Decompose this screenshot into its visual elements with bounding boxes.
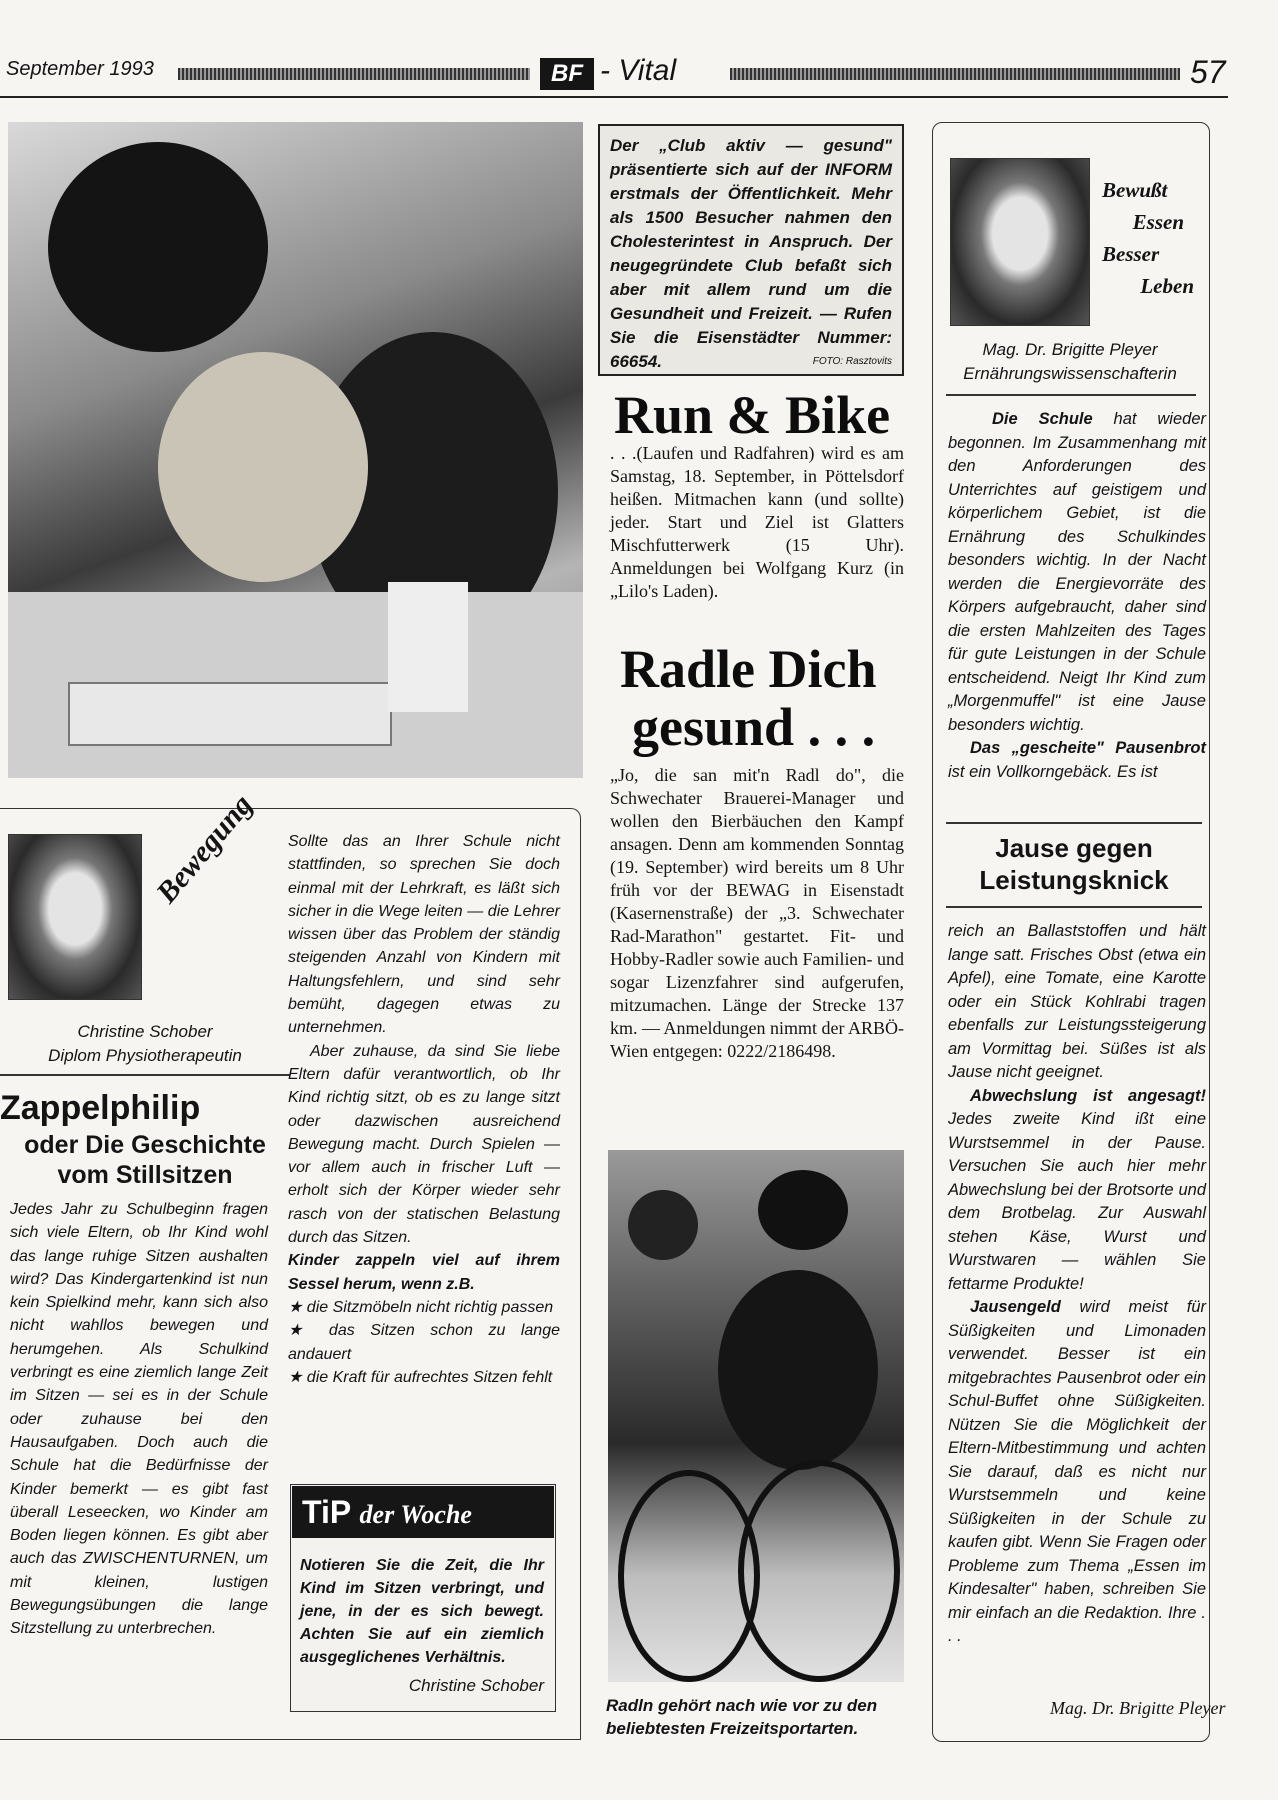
magazine-logo: BF <box>540 58 594 90</box>
run-bike-headline: Run & Bike <box>614 385 891 445</box>
pleyer-p5-lead: Jausengeld <box>970 1298 1061 1316</box>
schober-name: Christine Schober <box>77 1022 213 1041</box>
header-underline <box>0 96 1228 98</box>
pleyer-byline <box>945 338 1195 386</box>
pleyer-body <box>948 920 1206 1649</box>
section-title: - Vital <box>600 54 677 87</box>
cyclist-caption: Radln gehört nach wie vor zu den beliebtesten Freizeitsportarten. <box>606 1696 878 1738</box>
tip-header-woche: der Woche <box>359 1500 472 1529</box>
radle-headline-2: gesund . . . <box>632 697 876 757</box>
pleyer-p2: ist ein Vollkorngebäck. Es ist <box>948 762 1158 781</box>
tip-text: Notieren Sie die Zeit, die Ihr Kind im Sitzen verbringt, und jene, in der es sich bewegt. Achten Sie auf ein ziemlich ausgeglichenes Verhältnis. <box>300 1557 544 1666</box>
schober-right-p2: Aber zuhause, da sind Sie liebe Eltern dafür verantwortlich, ob Ihr Kind richtig sitzt, ob es zu lange sitzt oder dazwischen ausreichend Bewegung macht. Durch Spielen — vor allem auch in frischer Luft — erholt sich der Körper wieder sehr rasch von der statischen Belastung durch das Sitzen. <box>288 1042 560 1247</box>
run-bike-body: . . .(Laufen und Radfahren) wird es am Samstag, 18. September, in Pöttelsdorf heißen. Mitmachen kann (und sollte) jeder. Start und Ziel ist Glatters Mischfutterwerk (15 Uhr). Anmeldungen bei Wolfgang Kurz (in „Lilo's Laden). <box>610 443 904 601</box>
page-number: 57 <box>1190 54 1226 90</box>
header-date: September 1993 <box>6 58 154 80</box>
pleyer-p4-lead: Abwechslung ist angesagt! <box>970 1086 1206 1105</box>
jause-subhead-line-2: Leistungsknick <box>979 865 1169 895</box>
zappelphilip-headline-2: oder Die Geschichte <box>24 1131 266 1159</box>
pleyer-p4: Jedes zweite Kind ißt eine Wurstsemmel in der Pause. Versuchen Sie auch hier mehr Abwechslung bei der Brotsorte und dem Brotbelag. Zur Auswahl stehen Käse, Wurst und Wurstwaren — wählen Sie fettarme Produkte! <box>948 1110 1206 1293</box>
zappelphilip-headline-3: vom Stillsitzen <box>57 1161 233 1189</box>
pleyer-divider-2 <box>946 822 1202 824</box>
inform-caption <box>598 124 904 376</box>
pleyer-name: Mag. Dr. Brigitte Pleyer <box>982 340 1158 359</box>
schober-right-text <box>288 830 560 1389</box>
schober-byline <box>10 1020 280 1068</box>
pleyer-title: Ernährungswissenschafterin <box>963 364 1177 383</box>
pleyer-p1-lead: Die Schule <box>992 410 1093 428</box>
schober-right-p1: Sollte das an Ihrer Schule nicht stattfinden, so sprechen Sie doch einmal mit der Lehrkraft, es läßt sich sicher in die Wege leiten — die Lehrer wissen über das Problem der ständig steigenden Anzahl von Kindern mit Haltungsfehlern, und sind sehr bemüht, dagegen etwas zu unternehmen. <box>288 833 560 1037</box>
cyclist-photo <box>608 1150 904 1682</box>
schober-title: Diplom Physiotherapeutin <box>48 1046 242 1065</box>
pleyer-p3: reich an Ballaststoffen und hält lange satt. Frisches Obst (etwa ein Apfel), eine Tomate, eine Karotte oder ein Stück Kohlrabi tragen ebenfalls zur Leistungssteigerung am Vormittag bei. Süßes ist als Jause nicht geeignet. <box>948 922 1206 1081</box>
schober-left-text: Jedes Jahr zu Schulbeginn fragen sich viele Eltern, ob Ihr Kind wohl das lange ruhige Sitzen aushalten wird? Das Kindergartenkind ist nun kein Spielkind mehr, kann sich also nicht wahllos bewegen und herumgehen. Als Schulkind verbringt es eine ziemlich lange Zeit im Sitzen — sei es in der Schule oder zuhause bei den Hausaufgaben. Doch auch die Schule hat die Bedürfnisse der Kinder bemerkt — es gibt fast überall Leseecken, wo Kinder am Boden liegen können. Es gibt aber auch das ZWISCHENTURNEN, um mit kleinen, lustigen Bewegungsübungen die lange Sitzstellung zu unterbrechen. <box>10 1201 268 1638</box>
header-rule-left <box>178 68 530 80</box>
photo-credit: FOTO: Rasztovits <box>812 356 892 367</box>
radle-body: „Jo, die san mit'n Radl do", die Schwechater Brauerei-Manager und wollen den Bierbäuchen den Kampf ansagen. Denn am kommenden Sonntag (19. September) wird bereits um 8 Uhr früh vor der BEWAG in Eisenstadt (Kasernenstraße) der „3. Schwechater Rad-Marathon" gestartet. Fit- und Hobby-Radler sowie auch Familien- und sogar Lizenzfahrer sind aufgerufen, mitzumachen. Länge der Strecke 137 km. — Anmeldungen nimmt der ARBÖ-Wien entgegen: 0222/2186498. <box>610 765 904 1061</box>
zappelphilip-headline-1: Zappelphilip <box>0 1089 201 1127</box>
schober-rubric: Bewegung <box>150 788 259 910</box>
schober-portrait <box>8 834 142 1000</box>
schober-bullet-2: ★ das Sitzen schon zu lange andauert <box>288 1322 560 1363</box>
header-rule-right <box>730 68 1180 80</box>
pleyer-portrait <box>950 158 1090 326</box>
jause-subhead <box>946 832 1202 896</box>
pleyer-p5: wird meist für Süßigkeiten und Limonaden verwendet. Besser ist ein mitgebrachtes Pausenbrot oder ein Schul-Buffet ohne Süßigkeiten. Nützen Sie die Möglichkeit der Eltern-Mitbestimmung und achten Sie darauf, daß es nicht nur Wurstsemmeln und keine Süßigkeiten in der Schule zu kaufen gibt. Wenn Sie Fragen oder Probleme zum Thema „Essen im Kindesalter" haben, schreiben Sie mir einfach an die Redaktion. Ihre . . . <box>948 1298 1206 1645</box>
pleyer-divider <box>946 394 1196 396</box>
schober-bullets-lead: Kinder zappeln viel auf ihrem Sessel herum, wenn z.B. <box>288 1252 560 1293</box>
tip-header <box>292 1486 554 1538</box>
pleyer-p1: hat wieder begonnen. Im Zusammenhang mit den Anforderungen des Unterrichtes auf geistigem und körperlichem Gebiet, ist die Ernährung des Schulkindes besonders wichtig. In der Nacht werden die Energievorräte des Körpers aufgebraucht, daher sind die ersten Mahlzeiten des Tages für gute Leistungen in der Schule entscheidend. Neigt Ihr Kind zum „Morgenmuffel" ist eine Jause besonders wichtig. <box>948 410 1206 734</box>
motto-line-3: Besser <box>1102 242 1160 266</box>
jause-subhead-line-1: Jause gegen <box>995 833 1153 863</box>
pleyer-intro <box>948 408 1206 784</box>
pleyer-divider-3 <box>946 906 1202 908</box>
inform-photo <box>8 122 583 778</box>
pleyer-motto <box>1102 174 1194 302</box>
schober-divider <box>0 1074 290 1076</box>
motto-line-2: Essen <box>1132 210 1184 234</box>
tip-author: Christine Schober <box>408 1676 544 1695</box>
radle-headline-1: Radle Dich <box>620 639 877 699</box>
inform-caption-text: Der „Club aktiv — gesund" präsentierte sich auf der INFORM erstmals der Öffentlichkeit. Mehr als 1500 Besucher nahmen den Cholesterintest in Anspruch. Der neugegründete Club befaßt sich aber mit allem rund um die Gesundheit und Freizeit. — Rufen Sie die Eisenstädter Nummer: 66654. <box>610 136 892 371</box>
motto-line-1: Bewußt <box>1102 178 1168 202</box>
schober-bullet-1: ★ die Sitzmöbeln nicht richtig passen <box>288 1298 554 1316</box>
pleyer-signature: Mag. Dr. Brigitte Pleyer <box>1050 1698 1226 1718</box>
schober-bullet-3: ★ die Kraft für aufrechtes Sitzen fehlt <box>288 1368 553 1386</box>
pleyer-p2-lead: Das „gescheite" Pausenbrot <box>970 739 1206 757</box>
motto-line-4: Leben <box>1140 274 1194 298</box>
tip-header-tip: TiP <box>302 1494 352 1530</box>
